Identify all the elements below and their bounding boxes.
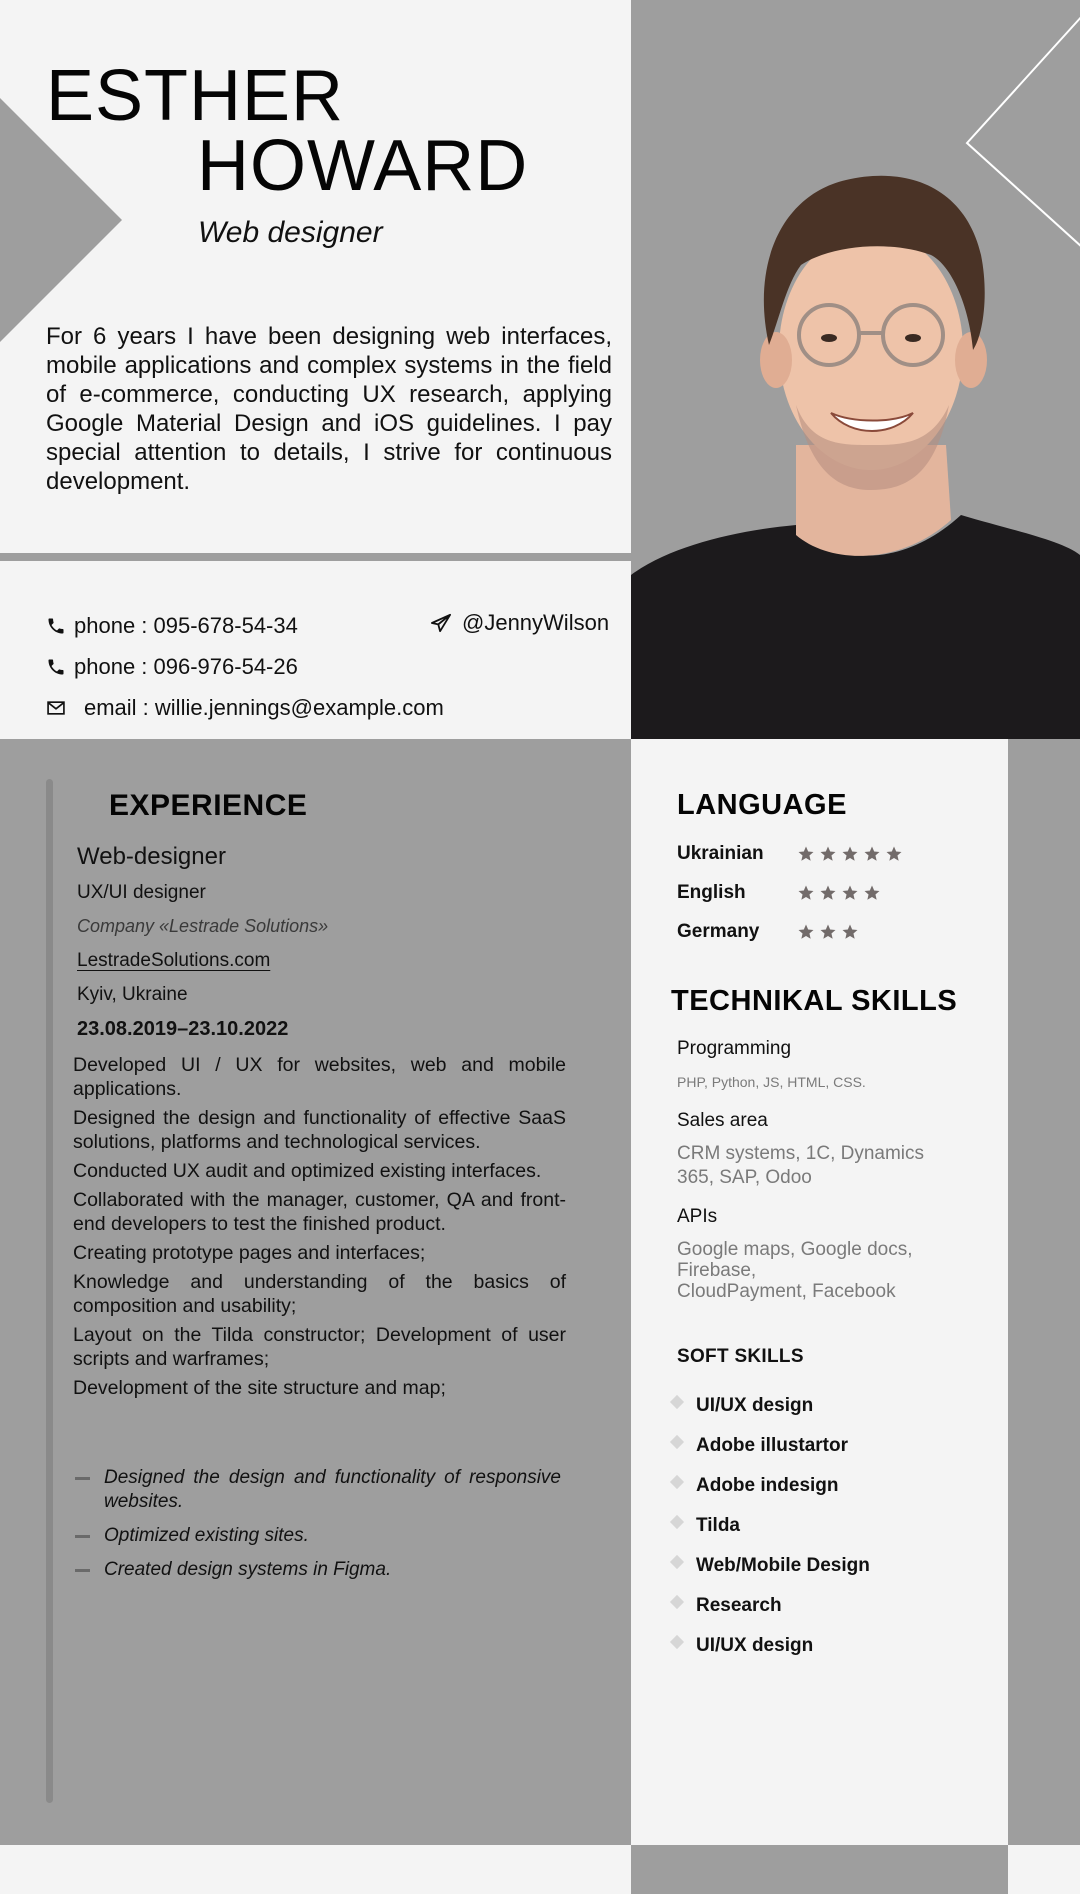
tech-skill-title: Sales area [677, 1110, 768, 1131]
language-name: Ukrainian [677, 843, 764, 864]
footer-block-right [1008, 1845, 1080, 1894]
star-icon [841, 923, 859, 941]
soft-skill-label: UI/UX design [696, 1635, 814, 1656]
highlight-item [75, 1558, 561, 1582]
photo-panel [631, 0, 1080, 739]
tech-skill-title: APIs [677, 1206, 718, 1227]
portrait-photo [631, 145, 1080, 739]
experience-role: Web-designer [77, 843, 226, 870]
contact-phone-secondary[interactable] [46, 654, 298, 680]
contact-phone-text: phone : 095-678-54-34 [74, 613, 298, 638]
contact-email-text: email : willie.jennings@example.com [84, 695, 444, 720]
contact-phone-text: phone : 096-976-54-26 [74, 654, 298, 679]
mail-icon [46, 698, 66, 718]
duty-item: Knowledge and understanding of the basics of composition and usability; [73, 1271, 566, 1317]
star-icon [797, 845, 815, 863]
duty-item: Developed UI / UX for websites, web and mobile applications. [73, 1054, 566, 1100]
diamond-bullet-icon [670, 1475, 684, 1489]
experience-highlights-list [75, 1466, 561, 1592]
dash-bullet-icon [75, 1535, 90, 1538]
soft-skill-item [672, 1506, 870, 1546]
decorative-side-strip [1008, 739, 1080, 1845]
contact-email[interactable] [46, 695, 444, 721]
diamond-bullet-icon [670, 1555, 684, 1569]
footer-block-left [0, 1845, 631, 1894]
star-icon [819, 923, 837, 941]
soft-skill-item [672, 1546, 870, 1586]
dash-bullet-icon [75, 1569, 90, 1572]
highlight-item [75, 1466, 561, 1514]
phone-icon [46, 616, 66, 636]
tech-skill-group [677, 1110, 977, 1190]
soft-skill-label: UI/UX design [696, 1395, 814, 1416]
telegram-send-icon [430, 613, 450, 633]
star-icon [819, 884, 837, 902]
dash-bullet-icon [75, 1477, 90, 1480]
tech-skill-items: Google maps, Google docs, Firebase, CloudPayment, Facebook [677, 1239, 913, 1302]
star-icon [819, 845, 837, 863]
diamond-bullet-icon [670, 1595, 684, 1609]
skills-panel [631, 739, 1008, 1845]
first-name: ESTHER [46, 56, 345, 136]
diamond-bullet-icon [670, 1635, 684, 1649]
tech-skill-items: CRM systems, 1C, Dynamics 365, SAP, Odoo [677, 1143, 925, 1188]
experience-dates: 23.08.2019–23.10.2022 [77, 1018, 289, 1040]
soft-skill-label: Adobe indesign [696, 1475, 839, 1496]
soft-skill-label: Web/Mobile Design [696, 1555, 870, 1576]
language-row [677, 843, 903, 865]
tech-skill-items: PHP, Python, JS, HTML, CSS. [677, 1074, 866, 1090]
highlight-item [75, 1524, 561, 1548]
soft-skill-label: Research [696, 1595, 782, 1616]
soft-skill-item [672, 1626, 870, 1666]
contacts-section [0, 561, 631, 739]
footer-block-middle [631, 1845, 1008, 1894]
soft-skills-list [672, 1386, 870, 1666]
contact-telegram[interactable] [430, 610, 609, 636]
experience-location: Kyiv, Ukraine [77, 984, 188, 1005]
star-icon [841, 884, 859, 902]
duty-item: Collaborated with the manager, customer, QA and front-end developers to test the finished product. [73, 1189, 566, 1235]
star-icon [885, 845, 903, 863]
language-name: English [677, 882, 746, 903]
contact-phone-primary[interactable] [46, 613, 298, 639]
soft-skill-label: Adobe illustartor [696, 1435, 849, 1456]
experience-duties-list [73, 1053, 566, 1405]
star-icon [841, 845, 859, 863]
experience-heading: EXPERIENCE [109, 789, 308, 822]
technical-skills-heading: TECHNIKAL SKILLS [671, 985, 958, 1017]
language-row [677, 882, 881, 904]
diamond-bullet-icon [670, 1435, 684, 1449]
language-name: Germany [677, 921, 760, 942]
duty-item: Designed the design and functionality of effective SaaS solutions, platforms and technological services. [73, 1107, 566, 1153]
experience-section [0, 739, 631, 1845]
diamond-bullet-icon [670, 1395, 684, 1409]
duty-item: Layout on the Tilda constructor; Development of user scripts and warframes; [73, 1324, 566, 1370]
star-icon [863, 884, 881, 902]
diamond-bullet-icon [670, 1515, 684, 1529]
last-name: HOWARD [197, 126, 529, 206]
highlight-text: Designed the design and functionality of responsive websites. [104, 1467, 561, 1512]
duty-item: Creating prototype pages and interfaces; [73, 1242, 426, 1264]
language-rating [797, 923, 859, 941]
tech-skill-group [677, 1038, 977, 1090]
star-icon [797, 923, 815, 941]
tech-skill-title: Programming [677, 1038, 792, 1059]
duty-item: Development of the site structure and map; [73, 1377, 446, 1399]
profile-summary: For 6 years I have been designing web interfaces, mobile applications and complex systems in the field of e-commerce, conducting UX research, applying Google Material Design and iOS guidelines. I pay special attention to details, I strive for continuous development. [46, 323, 612, 495]
language-row [677, 921, 859, 943]
language-rating [797, 845, 903, 863]
tech-skill-group [677, 1206, 977, 1302]
highlight-text: Optimized existing sites. [104, 1525, 309, 1546]
language-rating [797, 884, 881, 902]
soft-skill-item [672, 1466, 870, 1506]
company-website-link[interactable]: LestradeSolutions.com [77, 950, 271, 971]
soft-skill-item [672, 1586, 870, 1626]
experience-subrole: UX/UI designer [77, 882, 206, 903]
soft-skills-heading: SOFT SKILLS [677, 1346, 804, 1367]
phone-icon [46, 657, 66, 677]
soft-skill-item [672, 1426, 870, 1466]
star-icon [863, 845, 881, 863]
experience-timeline-rail [46, 779, 53, 1803]
star-icon [797, 884, 815, 902]
header-section [0, 0, 631, 553]
soft-skill-item [672, 1386, 870, 1426]
duty-item: Conducted UX audit and optimized existing interfaces. [73, 1160, 542, 1182]
soft-skill-label: Tilda [696, 1515, 740, 1536]
contact-telegram-text: @JennyWilson [462, 610, 610, 635]
job-title: Web designer [198, 216, 383, 249]
language-heading: LANGUAGE [677, 789, 847, 821]
highlight-text: Created design systems in Figma. [104, 1559, 392, 1580]
experience-company: Company «Lestrade Solutions» [77, 916, 329, 936]
section-divider [0, 553, 631, 561]
